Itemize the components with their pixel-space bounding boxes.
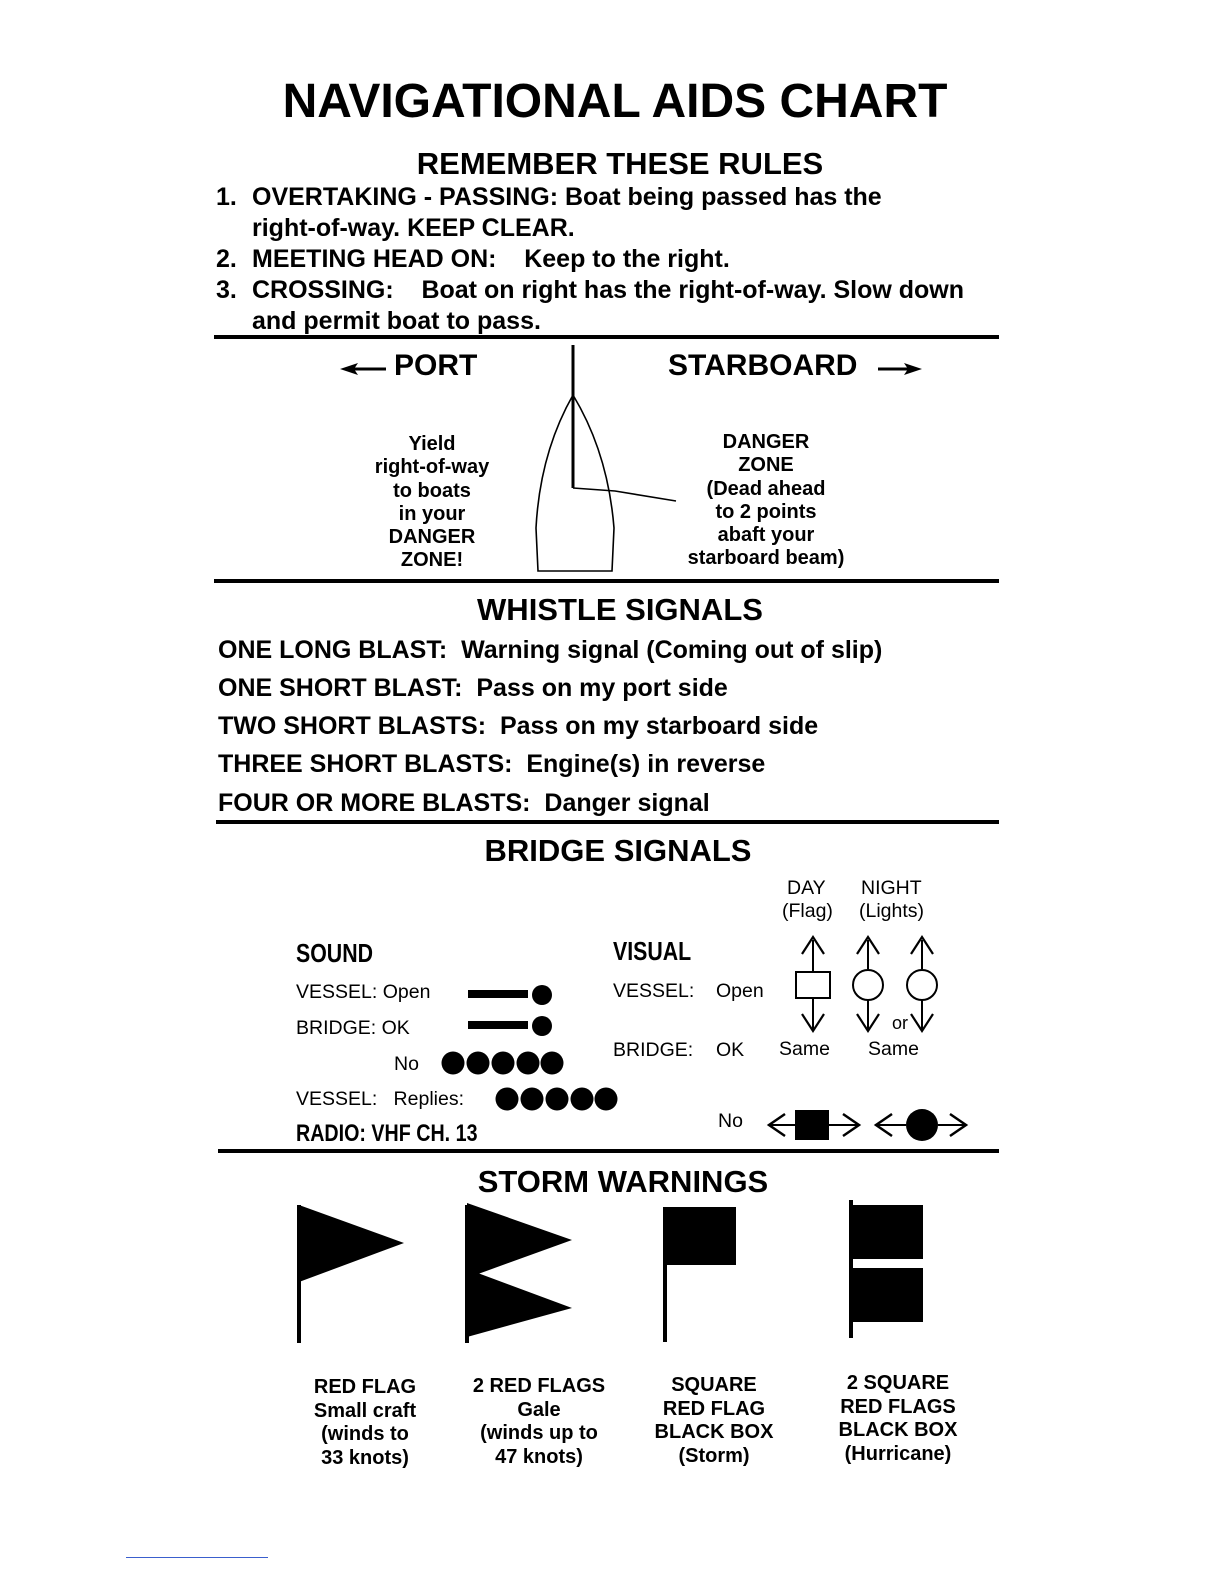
sound-vessel-open: VESSEL: Open (296, 981, 431, 1003)
whistle-item: ONE SHORT BLAST: Pass on my port side (218, 674, 728, 702)
visual-no-label: No (718, 1110, 743, 1132)
port-yield-text: Yield right-of-way to boats in your DANGER ZONE! (374, 433, 490, 572)
five-short-blasts-icon (494, 1086, 620, 1112)
starboard-arrow-icon (876, 360, 926, 378)
radio-channel: RADIO: VHF CH. 13 (296, 1120, 478, 1147)
visual-heading: VISUAL (613, 936, 692, 966)
night-label: NIGHT (861, 877, 922, 899)
flag-caption: SQUARE RED FLAG BLACK BOX (Storm) (654, 1374, 774, 1467)
section-divider (214, 335, 999, 339)
day-flag-signal-icon (790, 934, 836, 1036)
or-label: or (892, 1013, 909, 1033)
swinging-flag-no-icon (765, 1106, 865, 1144)
whistle-item: THREE SHORT BLASTS: Engine(s) in reverse (218, 750, 766, 778)
rule-text: right-of-way. KEEP CLEAR. (252, 214, 575, 242)
rule-text: and permit boat to pass. (252, 307, 541, 335)
two-square-flags-hurricane-icon (846, 1198, 926, 1340)
night-sub-label: (Lights) (859, 900, 925, 922)
flag-caption: 2 SQUARE RED FLAGS BLACK BOX (Hurricane) (838, 1372, 958, 1465)
flag-caption: RED FLAG Small craft (winds to 33 knots) (313, 1376, 417, 1469)
rule-number: 3. (216, 276, 237, 304)
rule-text: MEETING HEAD ON: Keep to the right. (252, 245, 730, 273)
long-short-blast-icon (466, 984, 556, 1006)
visual-open-label: Open (716, 980, 764, 1002)
sound-bridge-ok: BRIDGE: OK (296, 1017, 410, 1039)
sound-vessel-replies: VESSEL: Replies: (296, 1088, 464, 1110)
visual-ok-label: OK (716, 1039, 745, 1061)
rules-heading: REMEMBER THESE RULES (416, 146, 824, 181)
danger-zone-text: DANGER ZONE (Dead ahead to 2 points abaft your starboard beam) (687, 431, 845, 570)
rule-number: 1. (216, 183, 237, 211)
same-day-label: Same (779, 1038, 830, 1060)
whistle-item: TWO SHORT BLASTS: Pass on my starboard side (218, 712, 819, 740)
whistle-item: ONE LONG BLAST: Warning signal (Coming out of slip) (218, 636, 883, 664)
red-flag-small-craft-icon (294, 1200, 409, 1346)
two-red-flags-gale-icon (462, 1200, 577, 1346)
flag-caption: 2 RED FLAGS Gale (winds up to 47 knots) (472, 1375, 606, 1468)
same-night-label: Same (868, 1038, 919, 1060)
section-divider (214, 579, 999, 583)
section-divider (216, 820, 999, 824)
day-sub-label: (Flag) (782, 900, 833, 922)
storm-heading: STORM WARNINGS (477, 1164, 769, 1199)
long-short-blast-icon (466, 1015, 556, 1037)
port-label: PORT (394, 349, 478, 382)
section-divider (218, 1149, 999, 1153)
whistle-item: FOUR OR MORE BLASTS: Danger signal (218, 789, 710, 817)
visual-vessel-label: VESSEL: (613, 980, 695, 1002)
rule-text: OVERTAKING - PASSING: Boat being passed has the (252, 183, 882, 211)
visual-bridge-label: BRIDGE: (613, 1039, 694, 1061)
five-short-blasts-icon (440, 1050, 566, 1076)
starboard-label: STARBOARD (668, 349, 858, 382)
night-light-signal-icon (848, 934, 888, 1036)
boat-diagram (520, 343, 690, 575)
footnote-rule (126, 1557, 268, 1558)
page-title: NAVIGATIONAL AIDS CHART (282, 75, 948, 128)
bridge-heading: BRIDGE SIGNALS (484, 833, 752, 868)
swinging-light-no-icon (872, 1106, 972, 1144)
day-label: DAY (787, 877, 826, 899)
sound-no: No (394, 1053, 419, 1075)
whistle-heading: WHISTLE SIGNALS (477, 592, 763, 627)
rule-number: 2. (216, 245, 237, 273)
port-arrow-icon (340, 360, 390, 378)
square-flag-storm-icon (660, 1205, 740, 1345)
sound-heading: SOUND (296, 938, 374, 968)
rule-text: CROSSING: Boat on right has the right-of-way. Slow down (252, 276, 965, 304)
